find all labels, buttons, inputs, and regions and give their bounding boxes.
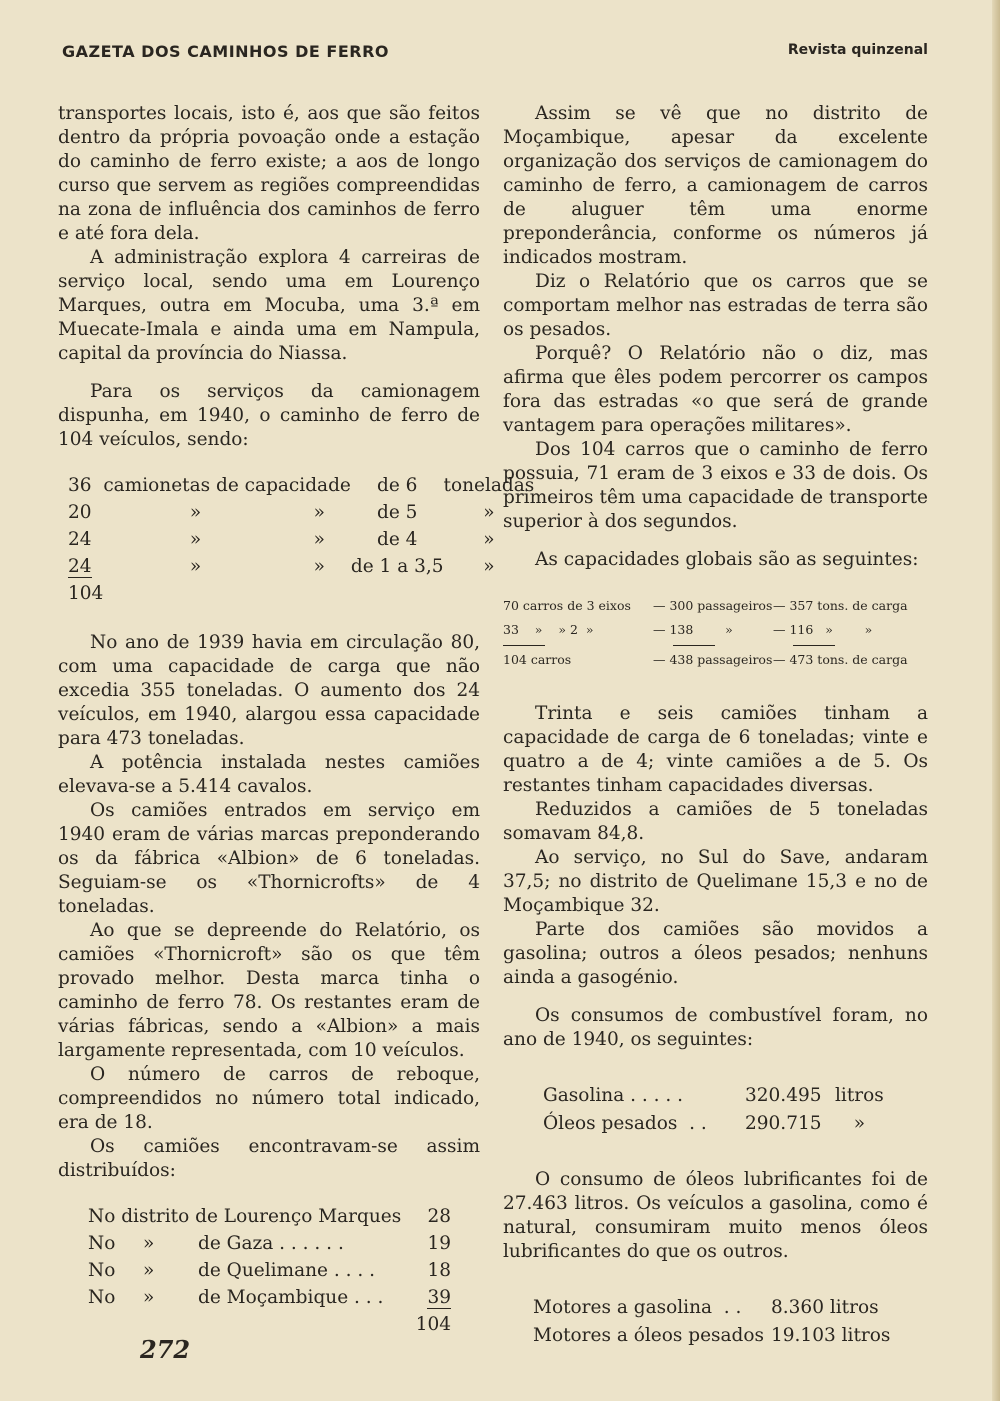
district-label: No	[88, 1260, 116, 1281]
table-row	[533, 1294, 890, 1322]
fuel-value: 290.715	[745, 1113, 822, 1134]
right-column	[503, 102, 928, 1350]
district-value: 19	[427, 1233, 451, 1254]
caps-cars: 33 » » 2 »	[503, 622, 594, 637]
paragraph: Reduzidos a camiões de 5 toneladas somavam 84,8.	[503, 799, 928, 844]
trucks-table	[68, 474, 534, 609]
table-row	[503, 618, 928, 642]
caps-passengers: — 300 passageiros	[653, 598, 773, 613]
table-row	[88, 1286, 451, 1313]
trucks-count: 24	[68, 529, 92, 550]
paragraph: Parte dos camiões são movidos a gasolina; outros a óleos pesados; nenhuns ainda a gasogénio.	[503, 919, 928, 988]
caps-cars: 70 carros de 3 eixos	[503, 598, 631, 613]
district-value: 18	[427, 1260, 451, 1281]
left-column	[58, 102, 535, 1340]
district-name: de Gaza . . . . . .	[198, 1233, 344, 1254]
trucks-capacity: de 6	[376, 475, 418, 496]
caps-total-cars: 104 carros	[503, 652, 572, 667]
ditto-mark: »	[143, 1287, 155, 1308]
paragraph: Ao que se depreende do Relatório, os camiões «Thornicroft» são os que têm provado melhor. Desta marca tinha o caminho de ferro 78. Os restantes eram de várias fábricas, sendo a «Albion» a mais largamente representada, com 10 veículos.	[58, 920, 480, 1061]
paragraph: As capacidades globais são as seguintes:	[535, 549, 919, 570]
ditto-mark: »	[853, 1113, 866, 1134]
table-row	[543, 1082, 884, 1110]
district-name: de Quelimane . . . .	[198, 1260, 376, 1281]
districts-table	[88, 1205, 451, 1340]
caps-cargo: — 116 » »	[773, 622, 873, 637]
district-value: 39	[427, 1287, 451, 1308]
paragraph: A administração explora 4 carreiras de serviço local, sendo uma em Lourenço Marques, outra em Mocuba, uma 3.ª em Muecate-Imala e ainda uma em Nampula, capital da província do Niassa.	[58, 247, 480, 364]
paragraph: Os consumos de combustível foram, no ano de 1940, os seguintes:	[503, 1005, 928, 1050]
motors-table	[533, 1294, 890, 1350]
ditto-mark: »	[483, 556, 495, 577]
paragraph: Trinta e seis camiões tinham a capacidade de carga de 6 toneladas; vinte e quatro a de 4; vinte camiões a de 5. Os restantes tinham capacidades diversas.	[503, 703, 928, 796]
ditto-mark: »	[313, 529, 325, 550]
paragraph: A potência instalada nestes camiões elevava-se a 5.414 cavalos.	[58, 752, 480, 797]
caps-cargo: — 357 tons. de carga	[773, 598, 908, 613]
motor-type: Motores a gasolina . .	[533, 1297, 742, 1318]
paragraph: Diz o Relatório que os carros que se comportam melhor nas estradas de terra são os pesados.	[503, 271, 928, 340]
page-number: 272	[140, 1335, 191, 1364]
paragraph: Ao serviço, no Sul do Save, andaram 37,5; no distrito de Quelimane 15,3 e no de Moçambique 32.	[503, 847, 928, 916]
paragraph: O consumo de óleos lubrificantes foi de 27.463 litros. Os veículos a gasolina, como é natural, consumiram muito menos óleos lubrificantes do que os outros.	[503, 1169, 928, 1262]
paragraph: No ano de 1939 havia em circulação 80, com uma capacidade de carga que não excedia 355 toneladas. O aumento dos 24 veículos, em 1940, alargou essa capacidade para 473 toneladas.	[58, 632, 480, 749]
motor-type: Motores a óleos pesados	[533, 1325, 765, 1346]
district-label: No	[88, 1287, 116, 1308]
paragraph: Para os serviços da camionagem dispunha, em 1940, o caminho de ferro de 104 veículos, sendo:	[58, 381, 480, 450]
table-row	[503, 594, 928, 618]
paragraph: Os camiões encontravam-se assim distribuídos:	[58, 1136, 480, 1181]
table-row	[68, 474, 534, 501]
trucks-count: 20	[68, 502, 92, 523]
ditto-mark: »	[483, 502, 495, 523]
district-label: No distrito de Lourenço Marques	[88, 1206, 402, 1227]
trucks-capacity: de 1 a 3,5	[350, 556, 444, 577]
trucks-capacity: de 4	[376, 529, 418, 550]
table-row	[88, 1205, 451, 1232]
paragraph: Porquê? O Relatório não o diz, mas afirma que êles podem percorrer os campos fora das estradas «o que será de grande vantagem para operações militares».	[503, 343, 928, 436]
districts-total: 104	[415, 1314, 451, 1335]
journal-title: GAZETA DOS CAMINHOS DE FERRO	[62, 42, 390, 61]
fuel-name: Gasolina . . . . .	[543, 1085, 684, 1106]
table-row	[68, 501, 534, 528]
district-label: No	[88, 1233, 116, 1254]
ditto-mark: »	[189, 502, 202, 523]
trucks-type: camionetas de capacidade	[103, 475, 351, 496]
trucks-unit: toneladas	[443, 475, 535, 496]
fuel-unit: litros	[835, 1085, 884, 1106]
trucks-total: 104	[68, 583, 104, 604]
fuel-table	[543, 1082, 884, 1138]
trucks-capacity: de 5	[376, 502, 418, 523]
table-row	[533, 1322, 890, 1350]
trucks-count: 24	[68, 556, 92, 577]
paragraph: O número de carros de reboque, compreendidos no número total indicado, era de 18.	[58, 1064, 480, 1133]
table-total-row	[503, 648, 928, 672]
ditto-mark: »	[143, 1233, 155, 1254]
ditto-mark: »	[189, 556, 202, 577]
motor-consumption: 8.360 litros	[771, 1297, 879, 1318]
journal-subtitle: Revista quinzenal	[787, 42, 928, 58]
fuel-value: 320.495	[745, 1085, 822, 1106]
table-row	[88, 1259, 451, 1286]
paragraph: Assim se vê que no distrito de Moçambique, apesar da excelente organização dos serviços de camionagem do caminho de ferro, a camionagem de carros de aluguer têm uma enorme preponderância, conforme os números já indicados mostram.	[503, 103, 928, 268]
trucks-count: 36	[68, 475, 92, 496]
district-value: 28	[427, 1206, 451, 1227]
motor-consumption: 19.103 litros	[771, 1325, 891, 1346]
ditto-mark: »	[189, 529, 202, 550]
paragraph: transportes locais, isto é, aos que são feitos dentro da própria povoação onde a estação do caminho de ferro existe; a aos de longo curso que servem as regiões compreendidas na zona de influência dos caminhos de ferro e até fora dela.	[58, 103, 480, 244]
ditto-mark: »	[313, 502, 325, 523]
caps-passengers: — 138 »	[653, 622, 733, 637]
table-row	[68, 555, 534, 582]
paragraph: Dos 104 carros que o caminho de ferro possuia, 71 eram de 3 eixos e 33 de dois. Os primeiros têm uma capacidade de transporte superior à dos segundos.	[503, 439, 928, 532]
capacities-table	[503, 594, 928, 672]
ditto-mark: »	[143, 1260, 155, 1281]
table-row	[68, 528, 534, 555]
table-row	[88, 1232, 451, 1259]
ditto-mark: »	[483, 529, 495, 550]
district-name: de Moçambique . . .	[198, 1287, 384, 1308]
table-row	[543, 1110, 884, 1138]
fuel-name: Óleos pesados . .	[543, 1113, 707, 1134]
page-edge	[992, 0, 1000, 1401]
ditto-mark: »	[313, 556, 325, 577]
paragraph: Os camiões entrados em serviço em 1940 eram de várias marcas preponderando os da fábrica «Albion» de 6 toneladas. Seguiam-se os «Thornicrofts» de 4 toneladas.	[58, 800, 480, 917]
table-total-row	[68, 582, 534, 609]
caps-total-passengers: — 438 passageiros	[653, 652, 773, 667]
caps-total-cargo: — 473 tons. de carga	[773, 652, 908, 667]
